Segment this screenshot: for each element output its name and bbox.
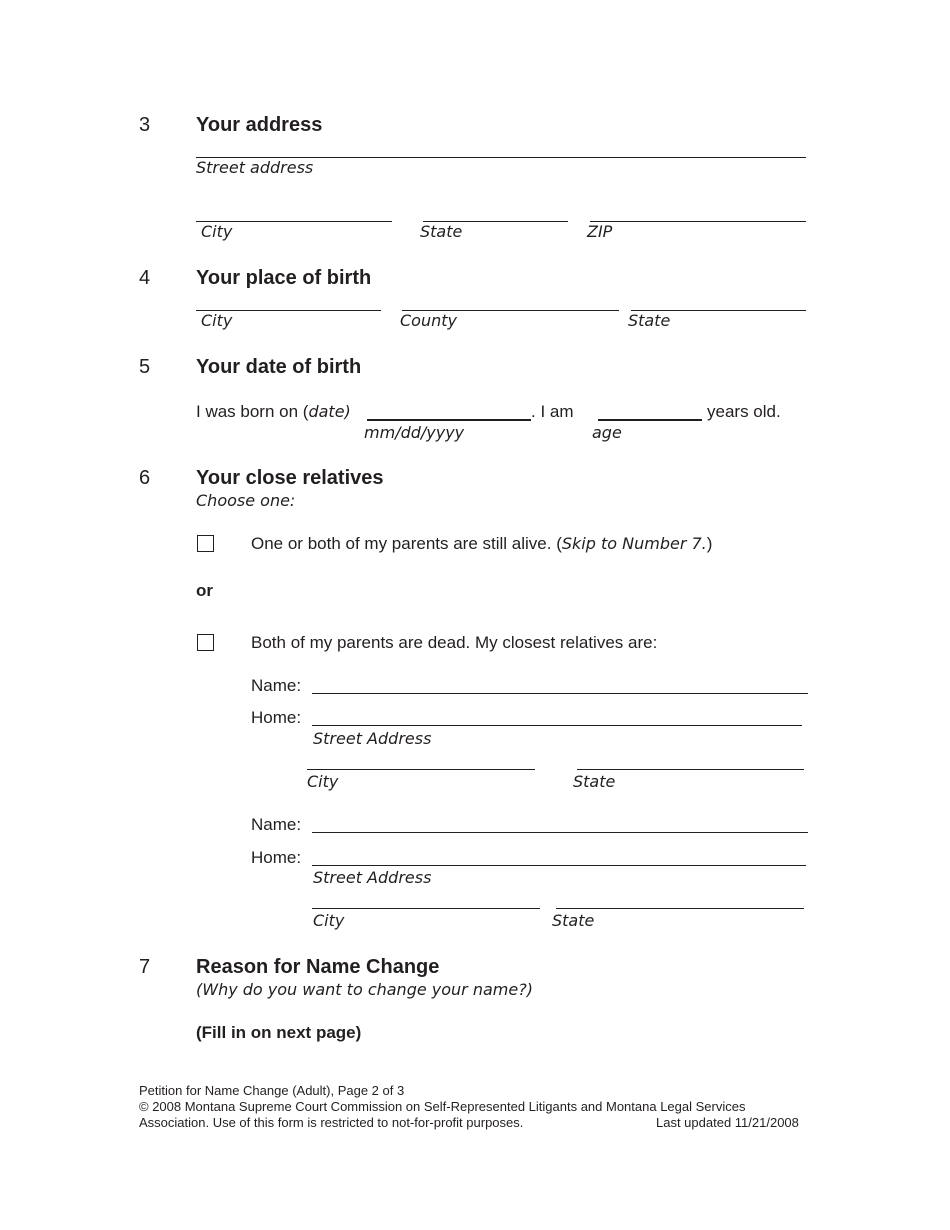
section-6-number: 6 bbox=[139, 467, 151, 489]
relative-2-state-line[interactable] bbox=[556, 908, 804, 909]
skip-note-close: ) bbox=[706, 534, 713, 553]
birth-state-label: State bbox=[628, 311, 671, 330]
parents-dead-text: Both of my parents are dead. My closest relatives are: bbox=[251, 633, 658, 652]
or-label: or bbox=[196, 581, 213, 600]
zip-label: ZIP bbox=[587, 222, 613, 241]
footer-copyright-line: © 2008 Montana Supreme Court Commission on Self-Represented Litigants and Montana Legal Services bbox=[139, 1099, 746, 1114]
section-3-title: Your address bbox=[196, 114, 323, 136]
born-on-date-word: date) bbox=[308, 402, 351, 421]
date-format-label: mm/dd/yyyy bbox=[364, 423, 465, 442]
relative-2-city-line[interactable] bbox=[312, 908, 540, 909]
age-label: age bbox=[592, 423, 622, 442]
section-7-subtitle: (Why do you want to change your name?) bbox=[196, 980, 533, 999]
born-on-text bbox=[196, 402, 351, 422]
fill-in-note: (Fill in on next page) bbox=[196, 1023, 362, 1042]
section-5-number: 5 bbox=[139, 356, 151, 378]
birth-county-label: County bbox=[400, 311, 457, 330]
section-3-number: 3 bbox=[139, 114, 151, 136]
footer-last-updated: Last updated 11/21/2008 bbox=[656, 1115, 799, 1130]
section-7-title: Reason for Name Change bbox=[196, 956, 440, 978]
parents-alive-text bbox=[251, 534, 712, 554]
state-label: State bbox=[420, 222, 463, 241]
skip-note: Skip to Number 7. bbox=[561, 534, 707, 553]
city-label: City bbox=[201, 222, 233, 241]
relative-1-home-label: Home: bbox=[251, 708, 302, 727]
birth-date-line[interactable] bbox=[367, 419, 531, 421]
section-4-number: 4 bbox=[139, 267, 151, 289]
parents-alive-label: One or both of my parents are still alive. ( bbox=[251, 534, 562, 553]
age-line[interactable] bbox=[598, 419, 702, 421]
relative-1-state-label: State bbox=[573, 772, 616, 791]
relative-2-state-label: State bbox=[552, 911, 595, 930]
relative-2-city-label: City bbox=[313, 911, 345, 930]
relative-2-name-line[interactable] bbox=[312, 832, 808, 833]
relative-1-street-label: Street Address bbox=[313, 729, 432, 748]
parents-dead-checkbox[interactable] bbox=[197, 634, 214, 651]
birth-city-label: City bbox=[201, 311, 233, 330]
relative-2-street-label: Street Address bbox=[313, 868, 432, 887]
relative-1-city-line[interactable] bbox=[307, 769, 535, 770]
footer-page-line: Petition for Name Change (Adult), Page 2 of 3 bbox=[139, 1083, 405, 1098]
relative-2-home-line[interactable] bbox=[312, 865, 806, 866]
section-6-title: Your close relatives bbox=[196, 467, 384, 489]
relative-1-name-line[interactable] bbox=[312, 693, 808, 694]
years-old-text: years old. bbox=[707, 402, 781, 421]
section-4-title: Your place of birth bbox=[196, 267, 372, 289]
section-7-number: 7 bbox=[139, 956, 151, 978]
relative-2-name-label: Name: bbox=[251, 815, 302, 834]
footer-usage-line: Association. Use of this form is restricted to not-for-profit purposes. bbox=[139, 1115, 524, 1130]
born-on-prefix: I was born on ( bbox=[196, 402, 309, 421]
relative-2-home-label: Home: bbox=[251, 848, 302, 867]
relative-1-name-label: Name: bbox=[251, 676, 302, 695]
relative-1-state-line[interactable] bbox=[577, 769, 804, 770]
parents-alive-checkbox[interactable] bbox=[197, 535, 214, 552]
choose-one-label: Choose one: bbox=[196, 491, 296, 510]
section-5-title: Your date of birth bbox=[196, 356, 362, 378]
relative-1-city-label: City bbox=[307, 772, 339, 791]
street-address-label: Street address bbox=[196, 158, 314, 177]
zip-line[interactable] bbox=[590, 221, 806, 222]
relative-1-home-line[interactable] bbox=[312, 725, 802, 726]
i-am-text: . I am bbox=[531, 402, 574, 421]
